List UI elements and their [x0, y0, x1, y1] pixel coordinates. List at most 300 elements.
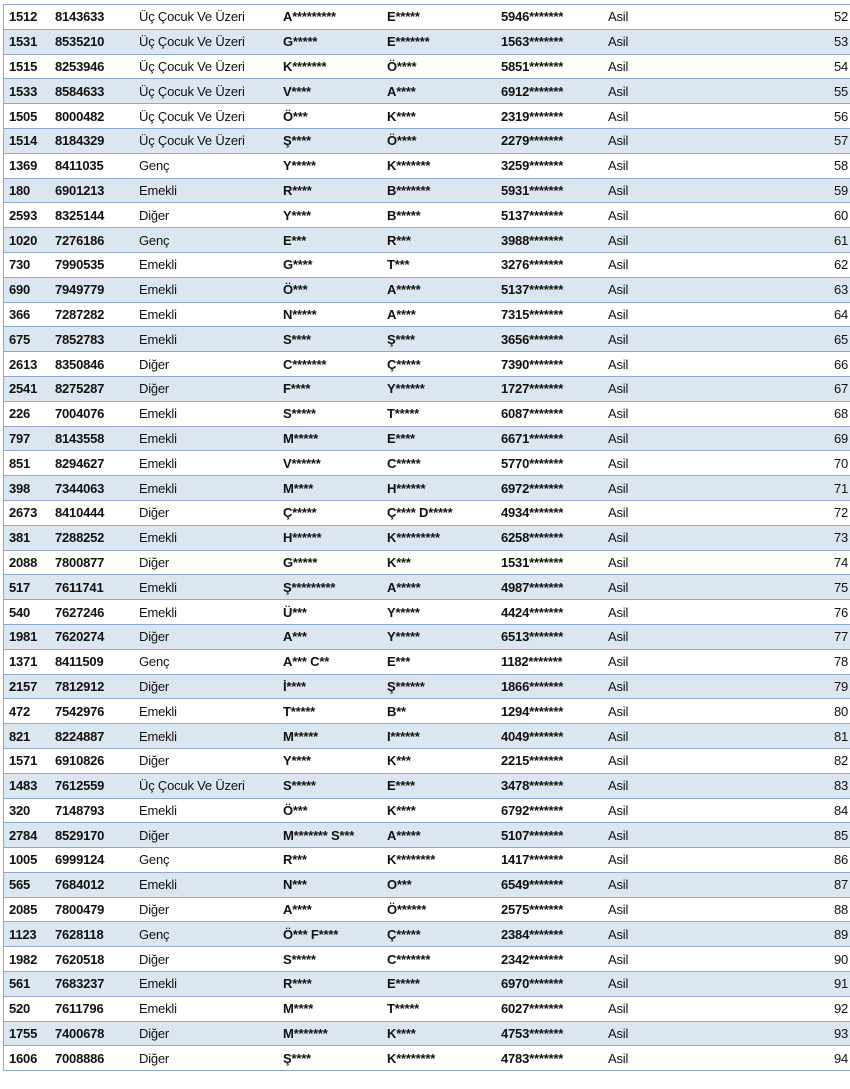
rank-cell: 80: [695, 699, 850, 724]
application-number-cell: 8143633: [50, 5, 134, 30]
table-row: [4, 104, 850, 129]
row-id-cell: 1371: [4, 649, 51, 674]
table-row: [4, 748, 850, 773]
first-name-cell: A****: [278, 897, 382, 922]
masked-id-cell: 5137*******: [496, 203, 603, 228]
masked-id-cell: 4987*******: [496, 575, 603, 600]
row-id-cell: 1606: [4, 1046, 51, 1071]
first-name-cell: A*** C**: [278, 649, 382, 674]
table-row: [4, 649, 850, 674]
first-name-cell: S*****: [278, 947, 382, 972]
status-cell: Asil: [603, 575, 695, 600]
category-cell: Diğer: [134, 1046, 278, 1071]
first-name-cell: N***: [278, 872, 382, 897]
status-cell: Asil: [603, 624, 695, 649]
table-row: [4, 79, 850, 104]
rank-cell: 57: [695, 128, 850, 153]
row-id-cell: 320: [4, 798, 51, 823]
rank-cell: 54: [695, 54, 850, 79]
first-name-cell: S*****: [278, 401, 382, 426]
category-cell: Emekli: [134, 401, 278, 426]
row-id-cell: 366: [4, 302, 51, 327]
status-cell: Asil: [603, 29, 695, 54]
masked-id-cell: 5137*******: [496, 277, 603, 302]
rank-cell: 52: [695, 5, 850, 30]
masked-id-cell: 2342*******: [496, 947, 603, 972]
row-id-cell: 565: [4, 872, 51, 897]
table-row: [4, 872, 850, 897]
application-number-cell: 7611741: [50, 575, 134, 600]
category-cell: Diğer: [134, 500, 278, 525]
last-name-cell: K***: [382, 748, 496, 773]
last-name-cell: Ç*****: [382, 352, 496, 377]
application-number-cell: 8350846: [50, 352, 134, 377]
first-name-cell: R***: [278, 848, 382, 873]
rank-cell: 81: [695, 724, 850, 749]
application-number-cell: 7148793: [50, 798, 134, 823]
rank-cell: 73: [695, 525, 850, 550]
masked-id-cell: 6671*******: [496, 426, 603, 451]
table-row: [4, 525, 850, 550]
rank-cell: 84: [695, 798, 850, 823]
table-row: [4, 228, 850, 253]
category-cell: Genç: [134, 922, 278, 947]
rank-cell: 79: [695, 674, 850, 699]
status-cell: Asil: [603, 823, 695, 848]
application-number-cell: 7852783: [50, 327, 134, 352]
first-name-cell: K*******: [278, 54, 382, 79]
status-cell: Asil: [603, 773, 695, 798]
application-number-cell: 8529170: [50, 823, 134, 848]
last-name-cell: C*****: [382, 451, 496, 476]
masked-id-cell: 4934*******: [496, 500, 603, 525]
first-name-cell: Ü***: [278, 600, 382, 625]
last-name-cell: C*******: [382, 947, 496, 972]
status-cell: Asil: [603, 947, 695, 972]
masked-id-cell: 6087*******: [496, 401, 603, 426]
last-name-cell: Ç**** D*****: [382, 500, 496, 525]
last-name-cell: Y******: [382, 376, 496, 401]
row-id-cell: 1982: [4, 947, 51, 972]
masked-id-cell: 3478*******: [496, 773, 603, 798]
category-cell: Genç: [134, 649, 278, 674]
application-number-cell: 8411509: [50, 649, 134, 674]
row-id-cell: 2088: [4, 550, 51, 575]
table-row: [4, 897, 850, 922]
category-cell: Diğer: [134, 352, 278, 377]
rank-cell: 93: [695, 1021, 850, 1046]
row-id-cell: 517: [4, 575, 51, 600]
row-id-cell: 675: [4, 327, 51, 352]
status-cell: Asil: [603, 872, 695, 897]
table-row: [4, 401, 850, 426]
masked-id-cell: 7390*******: [496, 352, 603, 377]
rank-cell: 82: [695, 748, 850, 773]
application-number-cell: 8143558: [50, 426, 134, 451]
application-number-cell: 8000482: [50, 104, 134, 129]
row-id-cell: 561: [4, 972, 51, 997]
table-row: [4, 972, 850, 997]
row-id-cell: 1531: [4, 29, 51, 54]
last-name-cell: A****: [382, 79, 496, 104]
masked-id-cell: 1563*******: [496, 29, 603, 54]
status-cell: Asil: [603, 376, 695, 401]
table-row: [4, 54, 850, 79]
rank-cell: 64: [695, 302, 850, 327]
masked-id-cell: 4424*******: [496, 600, 603, 625]
status-cell: Asil: [603, 178, 695, 203]
rank-cell: 70: [695, 451, 850, 476]
status-cell: Asil: [603, 674, 695, 699]
application-number-cell: 7990535: [50, 252, 134, 277]
last-name-cell: A*****: [382, 575, 496, 600]
row-id-cell: 226: [4, 401, 51, 426]
status-cell: Asil: [603, 401, 695, 426]
first-name-cell: G*****: [278, 29, 382, 54]
first-name-cell: A***: [278, 624, 382, 649]
table-row: [4, 29, 850, 54]
first-name-cell: G****: [278, 252, 382, 277]
status-cell: Asil: [603, 972, 695, 997]
last-name-cell: K****: [382, 1021, 496, 1046]
rank-cell: 53: [695, 29, 850, 54]
last-name-cell: Ş******: [382, 674, 496, 699]
table-row: [4, 823, 850, 848]
rank-cell: 94: [695, 1046, 850, 1071]
table-row: [4, 451, 850, 476]
first-name-cell: Ö***: [278, 104, 382, 129]
category-cell: Diğer: [134, 897, 278, 922]
last-name-cell: K****: [382, 798, 496, 823]
application-number-cell: 7542976: [50, 699, 134, 724]
table-row: [4, 252, 850, 277]
first-name-cell: N*****: [278, 302, 382, 327]
status-cell: Asil: [603, 79, 695, 104]
table-row: [4, 996, 850, 1021]
last-name-cell: H******: [382, 476, 496, 501]
status-cell: Asil: [603, 600, 695, 625]
application-number-cell: 7800479: [50, 897, 134, 922]
status-cell: Asil: [603, 451, 695, 476]
application-number-cell: 8275287: [50, 376, 134, 401]
first-name-cell: S*****: [278, 773, 382, 798]
last-name-cell: O***: [382, 872, 496, 897]
application-number-cell: 7288252: [50, 525, 134, 550]
first-name-cell: İ****: [278, 674, 382, 699]
row-id-cell: 381: [4, 525, 51, 550]
masked-id-cell: 1417*******: [496, 848, 603, 873]
status-cell: Asil: [603, 5, 695, 30]
first-name-cell: A*********: [278, 5, 382, 30]
rank-cell: 71: [695, 476, 850, 501]
status-cell: Asil: [603, 476, 695, 501]
category-cell: Emekli: [134, 699, 278, 724]
masked-id-cell: 5851*******: [496, 54, 603, 79]
status-cell: Asil: [603, 1021, 695, 1046]
first-name-cell: V****: [278, 79, 382, 104]
masked-id-cell: 6972*******: [496, 476, 603, 501]
status-cell: Asil: [603, 1046, 695, 1071]
category-cell: Üç Çocuk Ve Üzeri: [134, 79, 278, 104]
row-id-cell: 2085: [4, 897, 51, 922]
rank-cell: 68: [695, 401, 850, 426]
last-name-cell: E****: [382, 426, 496, 451]
masked-id-cell: 1531*******: [496, 550, 603, 575]
first-name-cell: F****: [278, 376, 382, 401]
rank-cell: 85: [695, 823, 850, 848]
application-number-cell: 7611796: [50, 996, 134, 1021]
rank-cell: 58: [695, 153, 850, 178]
first-name-cell: M*****: [278, 426, 382, 451]
table-row: [4, 600, 850, 625]
category-cell: Diğer: [134, 203, 278, 228]
results-sheet: [3, 4, 846, 1071]
first-name-cell: Ö*** F****: [278, 922, 382, 947]
rank-cell: 65: [695, 327, 850, 352]
table-row: [4, 1046, 850, 1071]
masked-id-cell: 3259*******: [496, 153, 603, 178]
status-cell: Asil: [603, 54, 695, 79]
status-cell: Asil: [603, 252, 695, 277]
rank-cell: 89: [695, 922, 850, 947]
masked-id-cell: 7315*******: [496, 302, 603, 327]
last-name-cell: Ş****: [382, 327, 496, 352]
application-number-cell: 8224887: [50, 724, 134, 749]
application-number-cell: 7628118: [50, 922, 134, 947]
last-name-cell: R***: [382, 228, 496, 253]
masked-id-cell: 6912*******: [496, 79, 603, 104]
rank-cell: 60: [695, 203, 850, 228]
table-row: [4, 327, 850, 352]
rank-cell: 76: [695, 600, 850, 625]
category-cell: Diğer: [134, 376, 278, 401]
application-number-cell: 8410444: [50, 500, 134, 525]
rank-cell: 91: [695, 972, 850, 997]
category-cell: Emekli: [134, 600, 278, 625]
row-id-cell: 2593: [4, 203, 51, 228]
masked-id-cell: 1727*******: [496, 376, 603, 401]
row-id-cell: 472: [4, 699, 51, 724]
masked-id-cell: 5946*******: [496, 5, 603, 30]
masked-id-cell: 3656*******: [496, 327, 603, 352]
category-cell: Emekli: [134, 575, 278, 600]
first-name-cell: Y****: [278, 203, 382, 228]
category-cell: Üç Çocuk Ve Üzeri: [134, 104, 278, 129]
first-name-cell: Ş****: [278, 1046, 382, 1071]
rank-cell: 63: [695, 277, 850, 302]
rank-cell: 69: [695, 426, 850, 451]
masked-id-cell: 1294*******: [496, 699, 603, 724]
status-cell: Asil: [603, 104, 695, 129]
application-number-cell: 6999124: [50, 848, 134, 873]
masked-id-cell: 5931*******: [496, 178, 603, 203]
status-cell: Asil: [603, 203, 695, 228]
rank-cell: 61: [695, 228, 850, 253]
row-id-cell: 1515: [4, 54, 51, 79]
status-cell: Asil: [603, 327, 695, 352]
category-cell: Diğer: [134, 748, 278, 773]
rank-cell: 88: [695, 897, 850, 922]
table-row: [4, 352, 850, 377]
row-id-cell: 2784: [4, 823, 51, 848]
category-cell: Genç: [134, 228, 278, 253]
table-row: [4, 773, 850, 798]
status-cell: Asil: [603, 922, 695, 947]
category-cell: Emekli: [134, 798, 278, 823]
masked-id-cell: 4783*******: [496, 1046, 603, 1071]
table-row: [4, 178, 850, 203]
category-cell: Diğer: [134, 1021, 278, 1046]
first-name-cell: E***: [278, 228, 382, 253]
table-row: [4, 203, 850, 228]
status-cell: Asil: [603, 649, 695, 674]
application-number-cell: 6910826: [50, 748, 134, 773]
row-id-cell: 1369: [4, 153, 51, 178]
last-name-cell: I******: [382, 724, 496, 749]
rank-cell: 86: [695, 848, 850, 873]
last-name-cell: K********: [382, 848, 496, 873]
results-table: [3, 4, 850, 1071]
table-row: [4, 798, 850, 823]
masked-id-cell: 5770*******: [496, 451, 603, 476]
masked-id-cell: 1866*******: [496, 674, 603, 699]
category-cell: Emekli: [134, 277, 278, 302]
first-name-cell: R****: [278, 972, 382, 997]
table-row: [4, 302, 850, 327]
masked-id-cell: 2279*******: [496, 128, 603, 153]
rank-cell: 78: [695, 649, 850, 674]
category-cell: Emekli: [134, 178, 278, 203]
application-number-cell: 7812912: [50, 674, 134, 699]
first-name-cell: M*****: [278, 724, 382, 749]
last-name-cell: Y*****: [382, 624, 496, 649]
masked-id-cell: 2319*******: [496, 104, 603, 129]
application-number-cell: 8294627: [50, 451, 134, 476]
rank-cell: 74: [695, 550, 850, 575]
table-row: [4, 575, 850, 600]
row-id-cell: 1123: [4, 922, 51, 947]
status-cell: Asil: [603, 500, 695, 525]
category-cell: Genç: [134, 848, 278, 873]
first-name-cell: Ç*****: [278, 500, 382, 525]
row-id-cell: 690: [4, 277, 51, 302]
status-cell: Asil: [603, 426, 695, 451]
application-number-cell: 7612559: [50, 773, 134, 798]
first-name-cell: V******: [278, 451, 382, 476]
application-number-cell: 7683237: [50, 972, 134, 997]
last-name-cell: A****: [382, 302, 496, 327]
category-cell: Üç Çocuk Ve Üzeri: [134, 5, 278, 30]
table-row: [4, 153, 850, 178]
category-cell: Üç Çocuk Ve Üzeri: [134, 54, 278, 79]
status-cell: Asil: [603, 228, 695, 253]
category-cell: Emekli: [134, 426, 278, 451]
table-row: [4, 426, 850, 451]
row-id-cell: 180: [4, 178, 51, 203]
masked-id-cell: 4049*******: [496, 724, 603, 749]
application-number-cell: 7620518: [50, 947, 134, 972]
masked-id-cell: 4753*******: [496, 1021, 603, 1046]
masked-id-cell: 6513*******: [496, 624, 603, 649]
rank-cell: 56: [695, 104, 850, 129]
category-cell: Emekli: [134, 302, 278, 327]
category-cell: Emekli: [134, 724, 278, 749]
first-name-cell: M******* S***: [278, 823, 382, 848]
application-number-cell: 8411035: [50, 153, 134, 178]
rank-cell: 66: [695, 352, 850, 377]
application-number-cell: 8584633: [50, 79, 134, 104]
last-name-cell: E*****: [382, 972, 496, 997]
row-id-cell: 1483: [4, 773, 51, 798]
last-name-cell: K********: [382, 1046, 496, 1071]
category-cell: Genç: [134, 153, 278, 178]
category-cell: Emekli: [134, 972, 278, 997]
first-name-cell: H******: [278, 525, 382, 550]
category-cell: Emekli: [134, 476, 278, 501]
table-row: [4, 5, 850, 30]
application-number-cell: 7684012: [50, 872, 134, 897]
rank-cell: 77: [695, 624, 850, 649]
status-cell: Asil: [603, 748, 695, 773]
row-id-cell: 540: [4, 600, 51, 625]
masked-id-cell: 6258*******: [496, 525, 603, 550]
last-name-cell: E****: [382, 773, 496, 798]
category-cell: Emekli: [134, 327, 278, 352]
masked-id-cell: 3988*******: [496, 228, 603, 253]
application-number-cell: 7344063: [50, 476, 134, 501]
status-cell: Asil: [603, 302, 695, 327]
row-id-cell: 1005: [4, 848, 51, 873]
last-name-cell: K***: [382, 550, 496, 575]
application-number-cell: 8253946: [50, 54, 134, 79]
category-cell: Diğer: [134, 823, 278, 848]
category-cell: Emekli: [134, 525, 278, 550]
application-number-cell: 7287282: [50, 302, 134, 327]
category-cell: Diğer: [134, 624, 278, 649]
status-cell: Asil: [603, 798, 695, 823]
application-number-cell: 7800877: [50, 550, 134, 575]
masked-id-cell: 1182*******: [496, 649, 603, 674]
status-cell: Asil: [603, 128, 695, 153]
masked-id-cell: 5107*******: [496, 823, 603, 848]
last-name-cell: T*****: [382, 401, 496, 426]
category-cell: Diğer: [134, 674, 278, 699]
table-row: [4, 922, 850, 947]
category-cell: Emekli: [134, 252, 278, 277]
table-row: [4, 848, 850, 873]
first-name-cell: Y****: [278, 748, 382, 773]
table-row: [4, 947, 850, 972]
first-name-cell: S****: [278, 327, 382, 352]
row-id-cell: 1981: [4, 624, 51, 649]
masked-id-cell: 6027*******: [496, 996, 603, 1021]
last-name-cell: K*******: [382, 153, 496, 178]
table-row: [4, 128, 850, 153]
row-id-cell: 2157: [4, 674, 51, 699]
row-id-cell: 821: [4, 724, 51, 749]
last-name-cell: B*******: [382, 178, 496, 203]
category-cell: Diğer: [134, 947, 278, 972]
last-name-cell: Ö******: [382, 897, 496, 922]
rank-cell: 72: [695, 500, 850, 525]
status-cell: Asil: [603, 352, 695, 377]
table-row: [4, 674, 850, 699]
application-number-cell: 7400678: [50, 1021, 134, 1046]
category-cell: Emekli: [134, 451, 278, 476]
last-name-cell: B**: [382, 699, 496, 724]
last-name-cell: Y*****: [382, 600, 496, 625]
row-id-cell: 730: [4, 252, 51, 277]
